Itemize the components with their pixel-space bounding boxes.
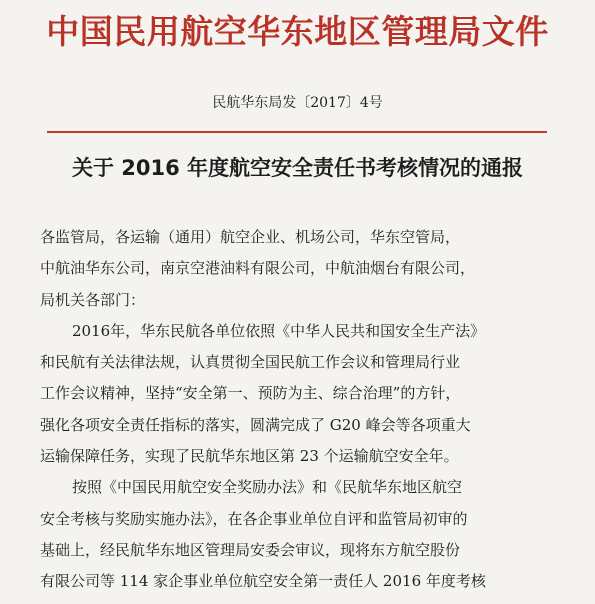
paragraph-line: 基础上，经民航华东地区管理局安委会审议，现将东方航空股份 bbox=[40, 540, 461, 559]
document-header-title: 中国民用航空华东地区管理局文件 bbox=[46, 12, 549, 51]
paragraph-line: 工作会议精神，坚持“安全第一、预防为主、综合治理”的方针， bbox=[40, 384, 461, 403]
notice-title: 关于 2016 年度航空安全责任书考核情况的通报 bbox=[71, 156, 524, 180]
header-divider bbox=[47, 131, 547, 133]
addressee-line: 各监管局，各运输（通用）航空企业、机场公司，华东空管局， bbox=[40, 228, 461, 246]
paragraph-line: 运输保障任务，实现了民航华东地区第 23 个运输航空安全年。 bbox=[40, 447, 459, 466]
paragraph-line: 和民航有关法律法规，认真贯彻全国民航工作会议和管理局行业 bbox=[40, 353, 461, 372]
addressee-line: 局机关各部门： bbox=[40, 290, 146, 309]
document-body bbox=[40, 222, 560, 598]
paragraph-line: 安全考核与奖励实施办法》，在各企事业单位自评和监管局初审的 bbox=[40, 509, 468, 528]
paragraph-line: 强化各项安全责任指标的落实，圆满完成了 G20 峰会等各项重大 bbox=[40, 415, 471, 434]
addressee-line: 中航油华东公司，南京空港油料有限公司，中航油烟台有限公司， bbox=[40, 259, 476, 278]
paragraph-line: 按照《中国民用航空安全奖励办法》和《民航华东地区航空 bbox=[72, 478, 463, 497]
paragraph-line: 有限公司等 114 家企事业单位航空安全第一责任人 2016 年度考核 bbox=[40, 572, 486, 591]
paragraph-line: 2016年，华东民航各单位依照《中华人民共和国安全生产法》 bbox=[72, 321, 486, 340]
document-number: 民航华东局发〔2017〕4号 bbox=[212, 95, 383, 111]
